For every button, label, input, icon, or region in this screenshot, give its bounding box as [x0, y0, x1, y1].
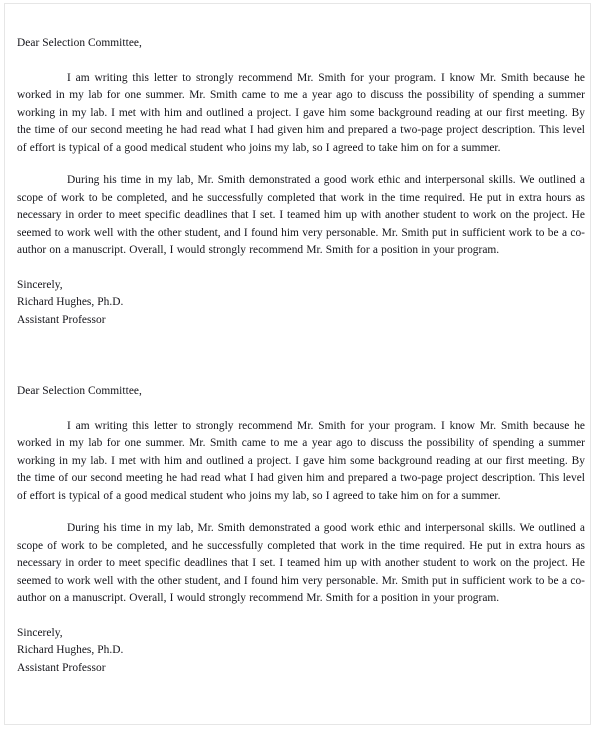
- closing-salutation: Sincerely,: [17, 278, 63, 291]
- document-page: [4, 3, 591, 725]
- salutation: Dear Selection Committee,: [17, 385, 142, 397]
- signature-block: [17, 277, 585, 330]
- body-paragraph-2: During his time in my lab, Mr. Smith demonstrated a good work ethic and interpersonal skills. We outlined a scope of work to be completed, and he successfully completed that work in the time required. He put in extra hours as necessary in order to meet specific deadlines that I set. I teamed him up with another student to work on the project. He seemed to work well with the other student, and I found him very personable. Mr. Smith put in sufficient work to be a co-author on a manuscript. Overall, I would strongly recommend Mr. Smith for a position in your program.: [17, 522, 585, 604]
- signer-name: Richard Hughes, Ph.D.: [17, 296, 124, 308]
- closing-salutation: Sincerely,: [17, 626, 63, 639]
- signer-name: Richard Hughes, Ph.D.: [17, 644, 124, 656]
- page-content: [5, 4, 590, 724]
- letter-copy-2: [17, 383, 585, 677]
- body-paragraph-2: During his time in my lab, Mr. Smith demonstrated a good work ethic and interpersonal skills. We outlined a scope of work to be completed, and he successfully completed that work in the time required. He put in extra hours as necessary in order to meet specific deadlines that I set. I teamed him up with another student to work on the project. He seemed to work well with the other student, and I found him very personable. Mr. Smith put in sufficient work to be a co-author on a manuscript. Overall, I would strongly recommend Mr. Smith for a position in your program.: [17, 174, 585, 256]
- body-paragraph-1: I am writing this letter to strongly recommend Mr. Smith for your program. I know Mr. Smith because he worked in my lab for one summer. Mr. Smith came to me a year ago to discuss the possibility of spending a summer working in my lab. I met with him and outlined a project. I gave him some background reading at our first meeting. By the time of our second meeting he had read what I had given him and prepared a two-page project description. This level of effort is typical of a good medical student who joins my lab, so I agreed to take him on for a summer.: [17, 71, 585, 154]
- body-paragraph-1: I am writing this letter to strongly recommend Mr. Smith for your program. I know Mr. Smith because he worked in my lab for one summer. Mr. Smith came to me a year ago to discuss the possibility of spending a summer working in my lab. I met with him and outlined a project. I gave him some background reading at our first meeting. By the time of our second meeting he had read what I had given him and prepared a two-page project description. This level of effort is typical of a good medical student who joins my lab, so I agreed to take him on for a summer.: [17, 419, 585, 502]
- salutation: Dear Selection Committee,: [17, 37, 142, 49]
- signer-title: Assistant Professor: [17, 313, 106, 326]
- letter-copy-1: [17, 35, 585, 329]
- signature-block: [17, 625, 585, 678]
- signer-title: Assistant Professor: [17, 661, 106, 674]
